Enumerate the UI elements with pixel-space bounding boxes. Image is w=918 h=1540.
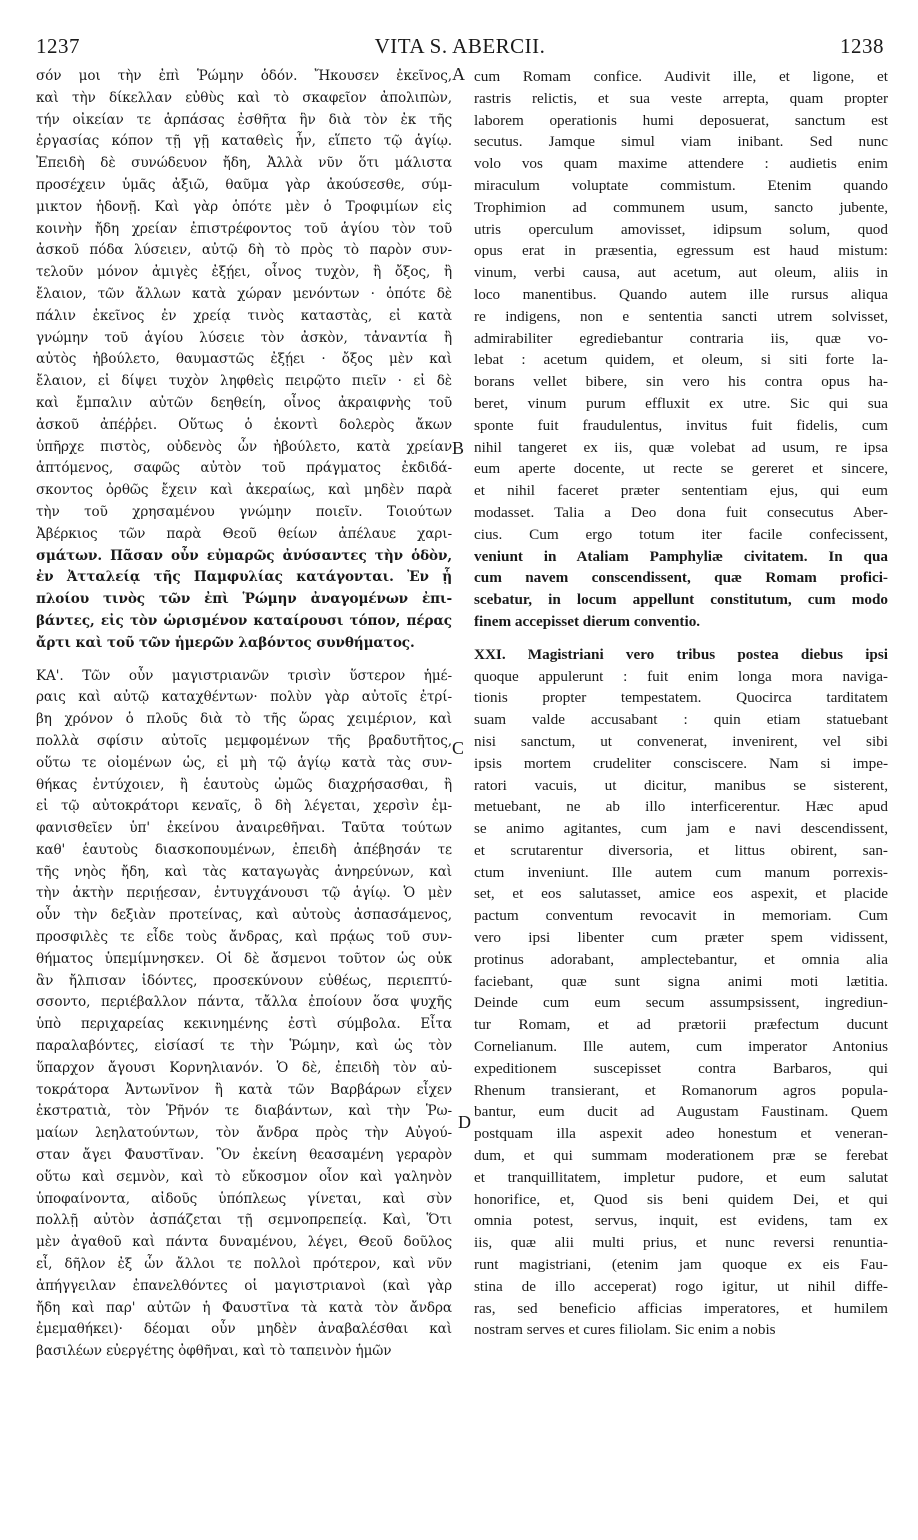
margin-letter-c: C: [452, 738, 465, 758]
text-line: τὴν ἀκτὴν περιῄεσαν, ἐντυγχάνουσι τῷ ἁγίῳ. Ὁ μὲν: [36, 885, 452, 902]
text-line: pactum conventum revocavit in memoriam. Cum: [474, 907, 888, 925]
text-line: postquam illa aspexit adeo honestum et veneran-: [474, 1125, 888, 1143]
text-line: cius. Cum ergo totum iter facile confecissent,: [474, 525, 888, 543]
text-line: borans vellet bibere, sin vero his contra opus ha-: [474, 373, 888, 391]
text-line: volo vos quam maxime attendere : audietis enim: [474, 155, 888, 173]
text-line: veniunt in Ataliam Pamphyliæ civitatem. In qua: [474, 547, 888, 565]
text-line: καθ' ἑαυτοὺς διασκοπουμένων, ἐπειδὴ ἀπέβησάν τε: [36, 841, 452, 858]
text-line: rastris relictis, et sua veste arrepta, quam propter: [474, 89, 888, 107]
text-line: θήκας ἐντύχοιεν, ἢ ἑαυτοὺς ὠμῶς διαχρήσασθαι, ἢ: [36, 776, 452, 793]
text-line: eum aperte docente, ut recte se gereret et sincere,: [474, 460, 888, 478]
text-line: ἔλαιον, τῶν ἄλλων κατὰ χώραν μενόντων · ὁπότε δὲ: [36, 285, 452, 302]
left-page-number: 1237: [36, 34, 80, 58]
greek-column: [36, 66, 452, 1363]
text-line: ἀσκοῦ ἀπέῤῥει. Οὕτως ὁ ἑκοντὶ δολερὸς ἄκων: [36, 416, 452, 433]
text-line: stina de illo acceperat) rogo igitur, ut nihil diffe-: [474, 1277, 888, 1295]
text-line: θήματος ὑπεμίμνησκεν. Οἱ δὲ ἄσμενοι τοῦτον ὡς οὐκ: [36, 950, 452, 967]
text-line: finem accepisset dierum conventio.: [474, 612, 701, 630]
text-line: cum Romam confice. Audivit ille, et ligone, et: [474, 68, 888, 85]
text-line: bantur, eum ducit ad Augustam Faustinam. Quem: [474, 1103, 888, 1121]
text-line: καὶ τὴν δίκελλαν εὐθὺς καὶ τὸ σκαφεῖον ἀπολιπὼν,: [36, 89, 452, 106]
text-line: ratori vacuis, ut dicitur, manibus se sisterent,: [474, 776, 888, 794]
text-line: metuebant, ne ab illo interficerentur. Hæc apud: [474, 798, 888, 816]
text-line: οὖν τὴν δεξιὰν προτείνας, καὶ αὐτοὺς ἀσπασάμενος,: [36, 907, 452, 924]
text-line: ipsis mortem crudeliter consciscere. Nam si impe-: [474, 754, 888, 772]
text-line: προσέχειν ὑμᾶς ἀξιῶ, θαῦμα γὰρ ἀκούσεσθε, σύμ-: [36, 176, 452, 193]
text-line: τὴν τοῦ χρησαμένου γνώμην ποιεῖν. Τοιούτων: [36, 503, 452, 520]
text-line: σόν μοι τὴν ἐπὶ Ῥώμην ὁδόν. Ἤκουσεν ἐκεῖνος,: [36, 68, 452, 84]
text-line: σμάτων. Πᾶσαν οὖν εὐμαρῶς ἀνύσαντες τὴν ὁδὸν,: [36, 547, 452, 564]
text-line: Rhenum transierant, et Romanorum agros popula-: [474, 1081, 888, 1099]
text-line: πλοίου τινὸς τῶν ἐπὶ Ῥώμην ἀναγομένων ἐπι-: [36, 591, 452, 608]
text-line: dum, et qui summam moderationem præ se ferebat: [474, 1147, 888, 1165]
text-line: καὶ ἔμπαλιν αὐτῶν δεηθείη, οἶνος ἀκραιφνὴς τοῦ: [36, 394, 452, 411]
text-line: tur Romam, et ad prætorii præfectum ducunt: [474, 1016, 888, 1034]
text-line: Trophimion ad communem usum, sancto jubente,: [474, 198, 888, 216]
text-line: ἔλαιον, εἰ δίψει τυχὸν ληφθεὶς πειρῷτο πιεῖν · εἰ δὲ: [36, 373, 452, 390]
text-line: ctum inveniunt. Ille autem cum manum porrexis-: [474, 863, 888, 881]
text-line: εἰ τῷ αὐτοκράτορι κεναῖς, ὃ δὴ λέγεται, χερσὶν ἐμ-: [36, 798, 452, 815]
text-line: opus erat in præsentia, egressum est haud mistum:: [474, 242, 888, 260]
text-line: οὕτω καὶ σεμνὸν, καὶ τὸ εὔκοσμον οἷον καὶ γαληνὸν: [36, 1168, 452, 1185]
text-line: vinum, verbi causa, aut acetum, aut oleum, aliis in: [474, 264, 888, 282]
text-line: scebatur, in locum appellunt constitutum, cum modo: [474, 591, 888, 609]
text-line: εἶ, δῆλον ἐξ ὧν ἄλλοι τε πολλοὶ πρότερον, καὶ νῦν: [36, 1256, 452, 1273]
text-line: σταν ἄγει Φαυστῖναν. Ὃν ἐκείνη θεασαμένη γεραρὸν: [36, 1147, 452, 1164]
text-line: γνώμην τοῦ ἁγίου λύσειε τὸν ἀσκὸν, τἀναντία ἢ: [36, 329, 452, 346]
text-line: βάντες, εἰς τὸν ὡρισμένον καταίρουσι τόπον, πέρας: [36, 612, 452, 629]
text-line: ἤδη καὶ παρ' αὐτῶν ἡ Φαυστῖνα τὰ κατὰ τὸν ἄνδρα: [36, 1299, 452, 1316]
text-line: XXI. Magistriani vero tribus postea diebus ipsi: [474, 645, 888, 663]
text-line: πάλιν ἐκεῖνος ἐν χρείᾳ τινὸς καταστὰς, εἰ κατὰ: [36, 307, 452, 324]
text-line: πολλῇ αὐτὸν ἀσπάζεται τῇ σεμνοπρεπείᾳ. Καὶ, Ὅτι: [36, 1212, 452, 1229]
paragraph-gap: [36, 655, 452, 666]
text-line: ἀπήγγειλαν ἐπανελθόντες οἱ μαγιστριανοὶ (καὶ γὰρ: [36, 1277, 452, 1294]
text-line: μικτον ἡδονῇ. Καὶ γὰρ ὁπότε μὲν ὁ Τροφιμίων εἰς: [36, 198, 452, 215]
text-line: expeditionem suscepisset contra Barbaros, qui: [474, 1059, 888, 1077]
text-line: protinus adorabant, amplectebantur, et omnia alia: [474, 950, 888, 968]
text-line: ἄρτι καὶ τοῦ τῶν ἡμερῶν λαβόντος συνθήματος.: [36, 634, 415, 651]
text-line: Ἐπειδὴ δὲ συνώδευον ἤδη, Ἀλλὰ νῦν ὅτι μάλιστα: [36, 155, 452, 172]
text-line: iis, quæ alii multi prius, et nunc reversi renuntia-: [474, 1234, 888, 1252]
text-line: set, et eos salutasset, amice eos aspexit, et placide: [474, 885, 888, 903]
right-page-number: 1238: [840, 34, 884, 58]
latin-paragraph-1: [474, 66, 888, 633]
text-line: αὐτὸς ἠβούλετο, θαυμαστῶς ἐξῄει · ὄξος μὲν καὶ: [36, 351, 452, 368]
text-line: τελοῦν μόνον ἀμιγὲς ἐξῄει, οἶνος τυχὸν, ἢ ὄξος, ἢ: [36, 264, 452, 281]
text-line: runt magistriani, (etenim jam quoque ex eis Fau-: [474, 1256, 888, 1274]
text-line: σκοντος ὀρθῶς ἔχειν καὶ ἀκεραίως, καὶ μηδὲν παρὰ: [36, 482, 452, 499]
text-line: re indigens, non e sententia sancti utrem solvisset,: [474, 307, 888, 325]
text-line: τοκράτορα Ἀντωνῖνον ἢ κατὰ τῶν Βαρβάρων εἶχεν: [36, 1081, 452, 1098]
text-line: τῆς νηὸς ἤδη, καὶ τὰς καταγωγὰς ἀνηρεύνων, καὶ: [36, 863, 452, 880]
text-line: Ἀβέρκιος τῶν παρὰ Θεοῦ θείων ἀπέλαυε χαρι-: [36, 525, 452, 542]
text-line: κοινὴν ἤδη χρείαν ἐπιστρέφοντος τοῦ ἁγίου τὸν τοῦ: [36, 220, 452, 237]
text-line: lebat : acetum quidem, et oleum, si siti forte la-: [474, 351, 888, 369]
margin-letter-a: A: [452, 64, 465, 84]
text-line: ἐν Ἀτταλείᾳ τῆς Παμφυλίας κατάγονται. Ἐν ᾗ: [36, 569, 452, 586]
text-line: omnia potest, servus, inquit, est evidens, tam ex: [474, 1212, 888, 1230]
text-line: σσοντο, περιέβαλλον πάντα, τἄλλα ἐποίουν ὅσα ψυχῆς: [36, 994, 452, 1011]
text-line: cum navem conscendissent, quæ Romam profici-: [474, 569, 888, 587]
paragraph-gap: [474, 633, 888, 644]
text-line: laborem operationis humi deposuerat, sanctum est: [474, 111, 888, 129]
text-line: ΚΑ'. Τῶν οὖν μαγιστριανῶν τρισὶν ὕστερον ἡμέ-: [36, 667, 452, 684]
text-line: ἐργασίας κόπον τῇ γῇ καταθεὶς ἦν, εἵπετο τῷ ἁγίῳ.: [36, 133, 452, 150]
text-line: nihil tangeret ex iis, quæ volebat ad usum, re ipsa: [474, 438, 888, 456]
text-line: et nihil faceret præter sententiam ejus, qui eum: [474, 482, 888, 500]
text-line: φανισθεῖεν ὑπ' ἐκείνου ἀναιρεθῆναι. Ταῦτα τούτων: [36, 820, 452, 837]
text-line: admirabiliter egrediebantur contraria iis, quæ vo-: [474, 329, 888, 347]
text-line: προσφιλὲς τε εἶδε τοὺς ἄνδρας, καὶ πρᾴως τοῦ συν-: [36, 929, 452, 946]
text-line: beret, vinum purum effluxit ex utre. Sic qui sua: [474, 394, 888, 412]
text-line: ὑποφαίνοντα, αἰδοῦς ὑπόπλεως γίνεται, καὶ σὺν: [36, 1190, 452, 1207]
text-line: vero ipsi libenter cum præter spem vidissent,: [474, 929, 888, 947]
margin-letter-d: D: [458, 1112, 471, 1132]
text-line: se animo agitantes, cum jam e navi descendissent,: [474, 820, 888, 838]
greek-paragraph-2: [36, 666, 452, 1364]
text-line: faciebant, quæ sunt signa animi moti lætitia.: [474, 972, 888, 990]
text-line: ἐκστρατιὰ, τὸν Ῥῆνόν τε διαβάντων, καὶ τὴν Ῥω-: [36, 1103, 452, 1120]
running-title: VITA S. ABERCII.: [374, 34, 546, 58]
text-line: quoque appulerunt : fuit enim longa mora naviga-: [474, 667, 888, 685]
text-line: et tranquillitatem, impletur pudore, et eum salutat: [474, 1168, 888, 1186]
text-line: παραλαβόντες, εἰσίασί τε τὴν Ῥώμην, καὶ ὡς τὸν: [36, 1038, 452, 1055]
text-line: ἐμεμαθήκει)· δέομαι οὖν μηδὲν ἀναβαλέσθαι καὶ: [36, 1321, 452, 1338]
text-line: loco manentibus. Quando autem ille rursus aliqua: [474, 285, 888, 303]
text-line: nisi sanctum, ut convenerat, invenirent, vel sibi: [474, 732, 888, 750]
text-line: ὕπαρχον ἄγουσι Κορνηλιανόν. Ὁ δὲ, ἐπειδὴ τὸν αὐ-: [36, 1059, 452, 1076]
text-line: τήν οἰκείαν τε ἁρπάσας ἐσθῆτα ἣν διὰ τὸν ἐκ τῆς: [36, 111, 452, 128]
margin-letter-b: B: [452, 438, 465, 458]
text-line: nostram serves et cures filiolam. Sic enim a nobis: [474, 1321, 776, 1339]
text-line: sponte fuit fraudulentus, invitus fuit fidelis, cum: [474, 416, 888, 434]
greek-paragraph-1: [36, 66, 452, 655]
text-line: ἂν ἤλπισαν ἰδόντες, προσεκύνουν εὐθέως, περιεπτύ-: [36, 972, 452, 989]
text-line: ὑπῆρχε πιστὸς, οὐδενὸς ὧν ἠβούλετο, κατὰ χρείαν: [36, 438, 452, 455]
text-line: ὑπὸ περιχαρείας κεκινημένης ἐστὶ σύμβολα. Εἶτα: [36, 1016, 452, 1033]
latin-paragraph-2: [474, 644, 888, 1342]
text-line: honorifice, et, Quod sis beni quidem Dei, et qui: [474, 1190, 888, 1208]
text-line: utris operculum amovisset, idipsum solum, quod: [474, 220, 888, 238]
text-line: suam valde accusabant : quin etiam statuebant: [474, 711, 888, 729]
text-line: ἁπτόμενος, σαφῶς αὐτὸν τοῦ πράγματος ἐκδιδά-: [36, 460, 452, 477]
latin-column: [474, 66, 888, 1341]
text-line: et scrutarentur diversoria, et littus obirent, san-: [474, 841, 888, 859]
text-line: οὕτω τε οἰομένων ὡς, εἰ μὴ τῷ ἁγίῳ κατὰ τὰς συν-: [36, 754, 452, 771]
text-line: ras, sed beneficio afficias imperatores, et humilem: [474, 1299, 888, 1317]
text-line: Deinde cum eum secum assumpsissent, ingrediun-: [474, 994, 888, 1012]
text-line: miraculum voluptate commistum. Etenim quando: [474, 176, 888, 194]
text-line: Cornelianum. Ille autem, cum imperator Antonius: [474, 1038, 888, 1056]
text-line: βη χρόνον ὁ πλοῦς διὰ τὸ τῆς ὥρας χειμέριον, καὶ: [36, 711, 452, 728]
running-header: [36, 34, 884, 62]
text-line: ἀσκοῦ πόδα λύσειεν, αὐτῷ δὴ τὸ πρὸς τὸ παρὸν συν-: [36, 242, 452, 259]
text-line: ραις καὶ αὐτῷ καταχθέντων· πολὺν γὰρ αὐτοῖς ἐτρί-: [36, 689, 452, 706]
text-line: secutus. Jamque simul viam inibant. Sed nunc: [474, 133, 888, 151]
text-line: μὲν ἀγαθοῦ καὶ πάντα δυναμένου, λέγει, Θεοῦ δοῦλος: [36, 1234, 452, 1251]
text-line: modasset. Talia a Deo dona fuit consecutus Aber-: [474, 503, 888, 521]
text-line: tionis propter tempestatem. Quocirca tarditatem: [474, 689, 888, 707]
text-line: πολλὰ σφίσιν αὐτοῖς μεμφομένων τῆς βραδυτῆτος,: [36, 732, 452, 749]
text-line: μαίων λεηλατούντων, τὸν ἄνδρα πρὸς τὴν Αὐγού-: [36, 1125, 452, 1142]
text-line: βασιλέων εὐεργέτης ὀφθῆναι, καὶ τὸ ταπεινὸν ἡμῶν: [36, 1343, 392, 1360]
